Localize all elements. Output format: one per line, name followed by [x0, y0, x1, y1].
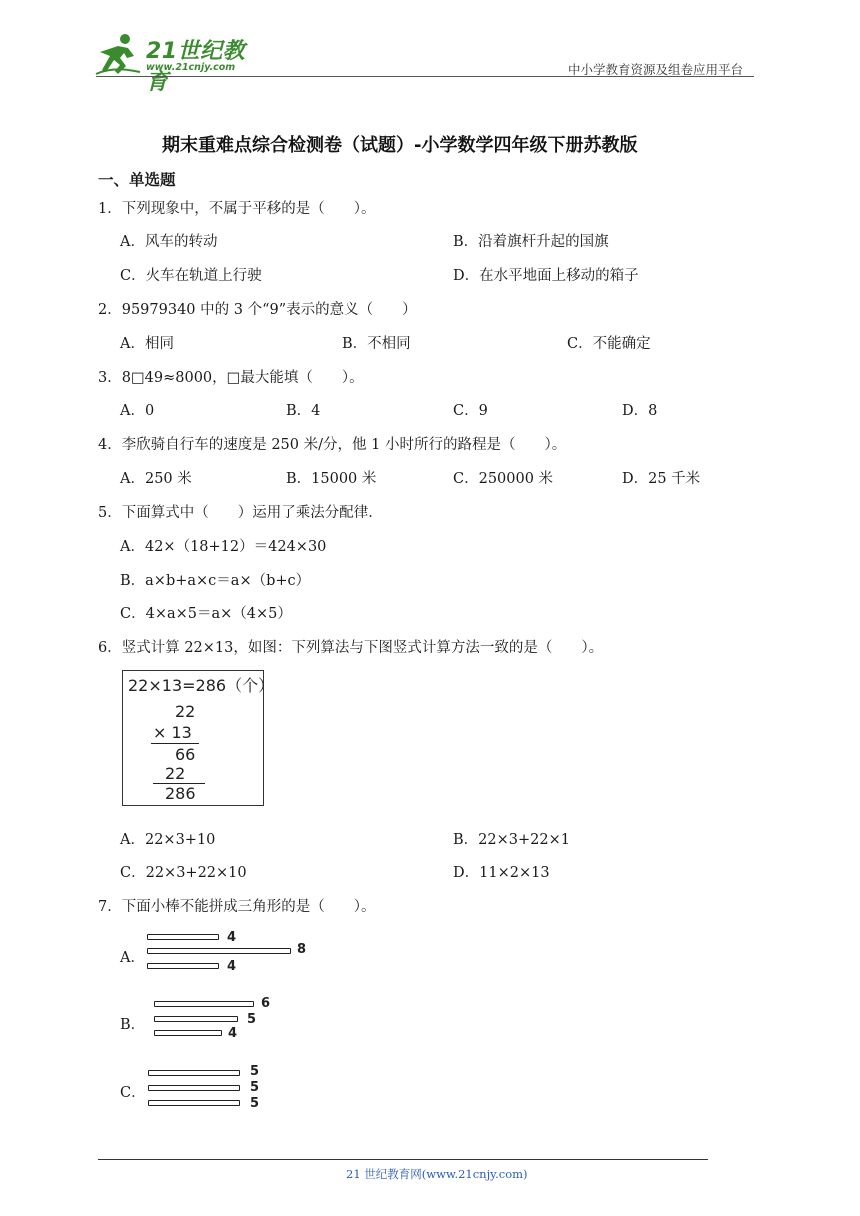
stick	[148, 1085, 240, 1091]
figure-product: 286	[165, 784, 196, 803]
q4-option-a[interactable]: A．250 米	[120, 471, 192, 487]
q6-option-a[interactable]: A．22×3+10	[120, 832, 216, 848]
q4-option-b[interactable]: B．15000 米	[286, 471, 377, 487]
stick-length-label: 4	[227, 930, 237, 945]
vertical-multiplication-figure	[122, 670, 275, 806]
q1-option-a[interactable]: A．风车的转动	[120, 234, 218, 250]
figure-partial-1: 66	[175, 745, 196, 764]
stick	[154, 1001, 254, 1007]
q6-option-c[interactable]: C．22×3+22×10	[120, 865, 247, 881]
q7-option-c[interactable]: C．	[120, 1085, 146, 1101]
q4-option-d[interactable]: D．25 千米	[622, 471, 701, 487]
q1-option-c[interactable]: C．火车在轨道上行驶	[120, 268, 262, 284]
header-divider	[96, 76, 754, 77]
question-7-stem: 7．下面小棒不能拼成三角形的是（ ）。	[98, 899, 376, 915]
q2-option-c[interactable]: C．不能确定	[567, 336, 651, 352]
q4-option-c[interactable]: C．250000 米	[453, 471, 554, 487]
question-3-stem: 3．8□49≈8000，□最大能填（ ）。	[98, 370, 364, 386]
q7-option-b[interactable]: B．	[120, 1017, 146, 1033]
figure-header: 22×13=286（个）	[128, 676, 275, 695]
stick	[148, 1070, 240, 1076]
figure-multiplier: × 13	[153, 723, 192, 742]
question-6-stem: 6．竖式计算 22×13，如图：下列算法与下图竖式计算方法一致的是（ ）。	[98, 640, 604, 656]
q1-option-d[interactable]: D．在水平地面上移动的箱子	[453, 268, 639, 284]
q3-option-d[interactable]: D．8	[622, 403, 658, 419]
figure-rule-1	[151, 743, 199, 744]
stick-length-label: 6	[261, 996, 271, 1011]
q7-option-a[interactable]: A．	[120, 950, 145, 966]
q5-option-b[interactable]: B．a×b+a×c＝a×（b+c）	[120, 573, 311, 589]
q3-option-a[interactable]: A．0	[120, 403, 155, 419]
stick	[154, 1016, 238, 1022]
stick	[148, 1100, 240, 1106]
question-4-stem: 4．李欣骑自行车的速度是 250 米/分，他 1 小时所行的路程是（ ）。	[98, 437, 567, 453]
figure-partial-2: 22	[165, 764, 186, 783]
logo-url: www.21cnjy.com	[146, 62, 236, 73]
q3-option-b[interactable]: B．4	[286, 403, 321, 419]
question-2-stem: 2．95979340 中的 3 个“9”表示的意义（ ）	[98, 302, 417, 318]
page-title: 期末重难点综合检测卷（试题）-小学数学四年级下册苏教版	[162, 135, 638, 156]
question-5-stem: 5．下面算式中（ ）运用了乘法分配律．	[98, 505, 383, 521]
q1-option-b[interactable]: B．沿着旗杆升起的国旗	[453, 234, 609, 250]
footer-divider	[98, 1159, 708, 1160]
stick-length-label: 5	[250, 1080, 260, 1095]
stick-length-label: 5	[250, 1096, 260, 1111]
q5-option-a[interactable]: A．42×（18+12）＝424×30	[120, 539, 327, 555]
figure-multiplicand: 22	[175, 702, 196, 721]
stick	[154, 1030, 222, 1036]
logo	[94, 32, 264, 95]
stick	[147, 963, 219, 969]
stick-length-label: 8	[297, 942, 307, 957]
stick-length-label: 4	[228, 1026, 238, 1041]
q5-option-c[interactable]: C．4×a×5＝a×（4×5）	[120, 606, 292, 622]
stick-length-label: 4	[227, 959, 237, 974]
q2-option-b[interactable]: B．不相同	[342, 336, 411, 352]
stick-length-label: 5	[250, 1064, 260, 1079]
q3-option-c[interactable]: C．9	[453, 403, 488, 419]
question-1-stem: 1．下列现象中，不属于平移的是（ ）。	[98, 201, 376, 217]
q6-option-d[interactable]: D．11×2×13	[453, 865, 550, 881]
q2-option-a[interactable]: A．相同	[120, 336, 174, 352]
runner-logo-icon	[94, 32, 144, 76]
logo-text: 21世纪教育	[146, 39, 246, 95]
stick	[147, 934, 219, 940]
stick	[147, 948, 291, 954]
section-heading: 一、单选题	[98, 171, 176, 189]
platform-label: 中小学教育资源及组卷应用平台	[568, 62, 744, 77]
q6-option-b[interactable]: B．22×3+22×1	[453, 832, 570, 848]
footer-link[interactable]: 21 世纪教育网(www.21cnjy.com)	[346, 1167, 528, 1181]
stick-length-label: 5	[247, 1012, 257, 1027]
